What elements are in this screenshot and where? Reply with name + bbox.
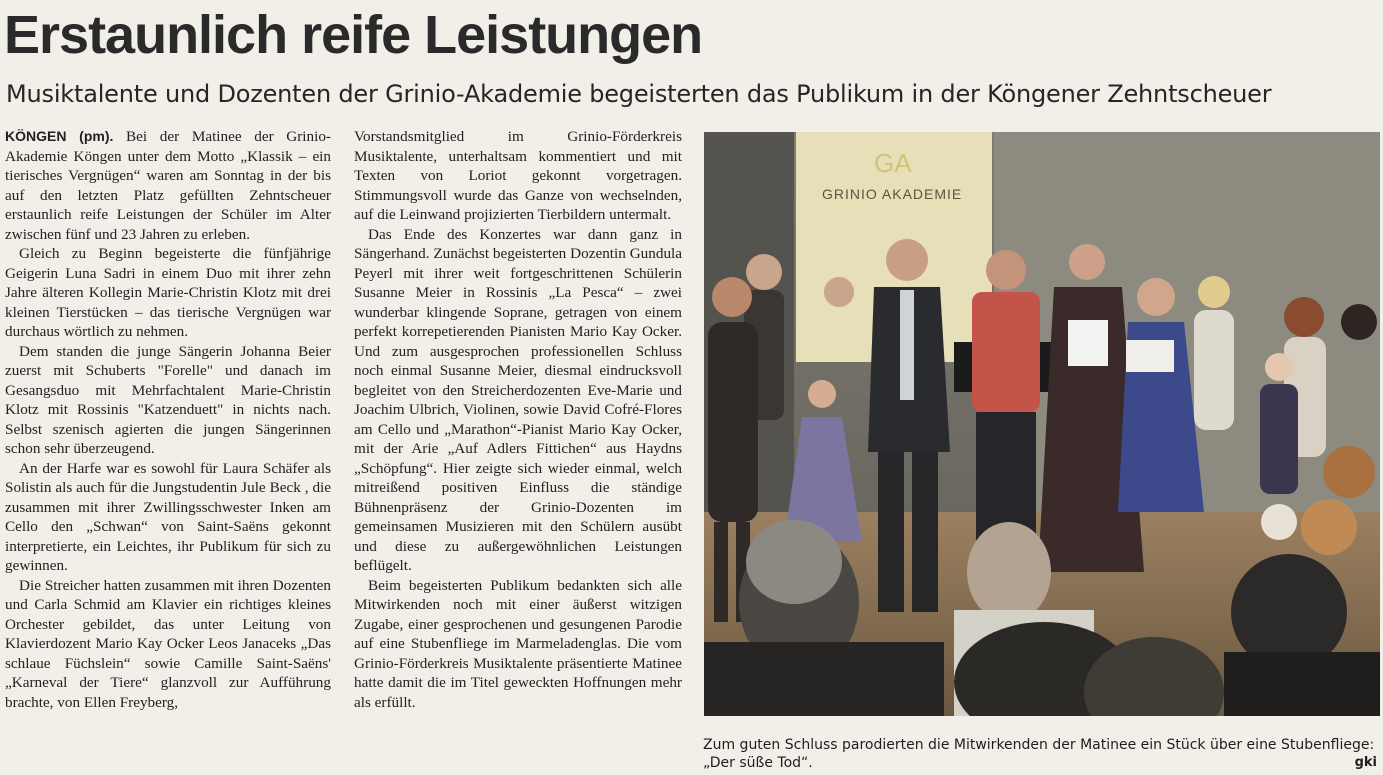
subheadline: Musiktalente und Dozenten der Grinio-Akademie begeisterten das Publikum in der Köngener Zehntscheuer: [6, 80, 1272, 108]
article-column-2: [354, 127, 682, 712]
article-column-1: [5, 127, 331, 712]
paragraph-text: Bei der Matinee der Grinio-Akademie Köngen unter dem Motto „Klassik – ein tierisches Vergnügen“ waren am Sonntag in der bis auf den letzten Platz gefüllten Zehntscheuer erstaunlich reife Leistungen der Schüler im Alter zwischen fünf und 23 Jahren zu erleben.: [5, 128, 331, 243]
paragraph: Beim begeisterten Publikum bedankten sich alle Mitwirkenden noch mit einer äußerst witzigen Zugabe, einer gesprochenen und gesungenen Parodie auf eine Stubenfliege im Marmeladenglas. Die vom Grinio-Förderkreis Musiktalente präsentierte Matinee hatte damit die im Titel geweckten Hoffnungen mehr als erfüllt.: [354, 576, 682, 711]
paragraph: Vorstandsmitglied im Grinio-Förderkreis Musiktalente, unterhaltsam kommentiert und mit Texten von Loriot gekonnt vorgetragen. Stimmungsvoll wurde das Ganze von wechselnden, auf die Leinwand projizierten Tierbildern untermalt.: [354, 128, 682, 223]
photo-caption: Zum guten Schluss parodierten die Mitwirkenden der Matinee ein Stück über eine Stubenfliege: „Der süße Tod“.: [703, 737, 1375, 771]
paragraph: Das Ende des Konzertes war dann ganz in Sängerhand. Zunächst begeisterten Dozentin Gundula Peyerl mit ihrer weit fortgeschrittenen Schülerin Susanne Meier in Rossinis „La Pesca“ – zwei wunderbar klingende Soprane, getragen von einem perfekt korrepetierenden Pianisten Mario Kay Ocker. Und zum ausgesprochen professionellen Schluss noch einmal Susanne Meier, diesmal eindrucksvoll begleitet von den Streicherdozenten Eve-Marie und Joachim Ulbrich, Violinen, sowie David Cofré-Flores am Cello und „Marathon“-Pianist Mario Kay Ocker, mit der Arie „Auf Adlers Fittichen“ aus Haydns „Schöpfung“. Hier zeigte sich wieder einmal, welch mitreißend positiven Einfluss die ständige Bühnenpräsenz der Grinio-Dozenten im gemeinsamen Musizieren mit den Schülern ausübt und diese zu außergewöhnlichen Leistungen beflügelt.: [354, 225, 682, 574]
academy-logo: GA: [874, 148, 912, 178]
dateline: KÖNGEN (pm).: [5, 128, 114, 144]
paragraph: [5, 127, 331, 244]
paragraph: An der Harfe war es sowohl für Laura Schäfer als Solistin als auch für die Jungstudentin Jule Beck , die zusammen mit ihrer Zwillingsschwester Inken am Cello den „Schwan“ von Saint-Saëns gekonnt interpretierte, ein Leichtes, ihr Publikum für sich zu gewinnen.: [5, 459, 331, 574]
paragraph: Dem standen die junge Sängerin Johanna Beier zuerst mit Schuberts "Forelle" und danach im Gesangsduo mit Mehrfachtalent Marie-Christin Klotz mit Rossinis "Katzenduett" in nichts nach. Selbst szenisch agierten die jungen Sängerinnen schon sehr überzeugend.: [5, 342, 331, 457]
paragraph: Die Streicher hatten zusammen mit ihren Dozenten und Carla Schmid am Klavier ein richtiges kleines Orchester gebildet, das unter Leitung von Klavierdozent Mario Kay Ocker Leos Janaceks „Das schlaue Füchslein“ sowie Camille Saint-Saëns' „Karneval der Tiere“ glanzvoll zur Aufführung brachte, von Ellen Freyberg,: [5, 576, 331, 711]
headline: Erstaunlich reife Leistungen: [4, 5, 703, 65]
paragraph: Gleich zu Beginn begeisterte die fünfjährige Geigerin Luna Sadri in einem Duo mit ihrer zehn Jahre älteren Kollegin Marie-Christin Klotz mit drei kleinen Tierstücken – das tierische Vergnügen war durchaus wörtlich zu nehmen.: [5, 245, 331, 340]
author-initials: gki: [1354, 755, 1377, 770]
concert-photo: [704, 132, 1380, 716]
teddy-bear: [1323, 446, 1375, 498]
academy-banner-text: GRINIO AKADEMIE: [822, 186, 963, 202]
concert-photo-graphic: [704, 132, 1380, 716]
